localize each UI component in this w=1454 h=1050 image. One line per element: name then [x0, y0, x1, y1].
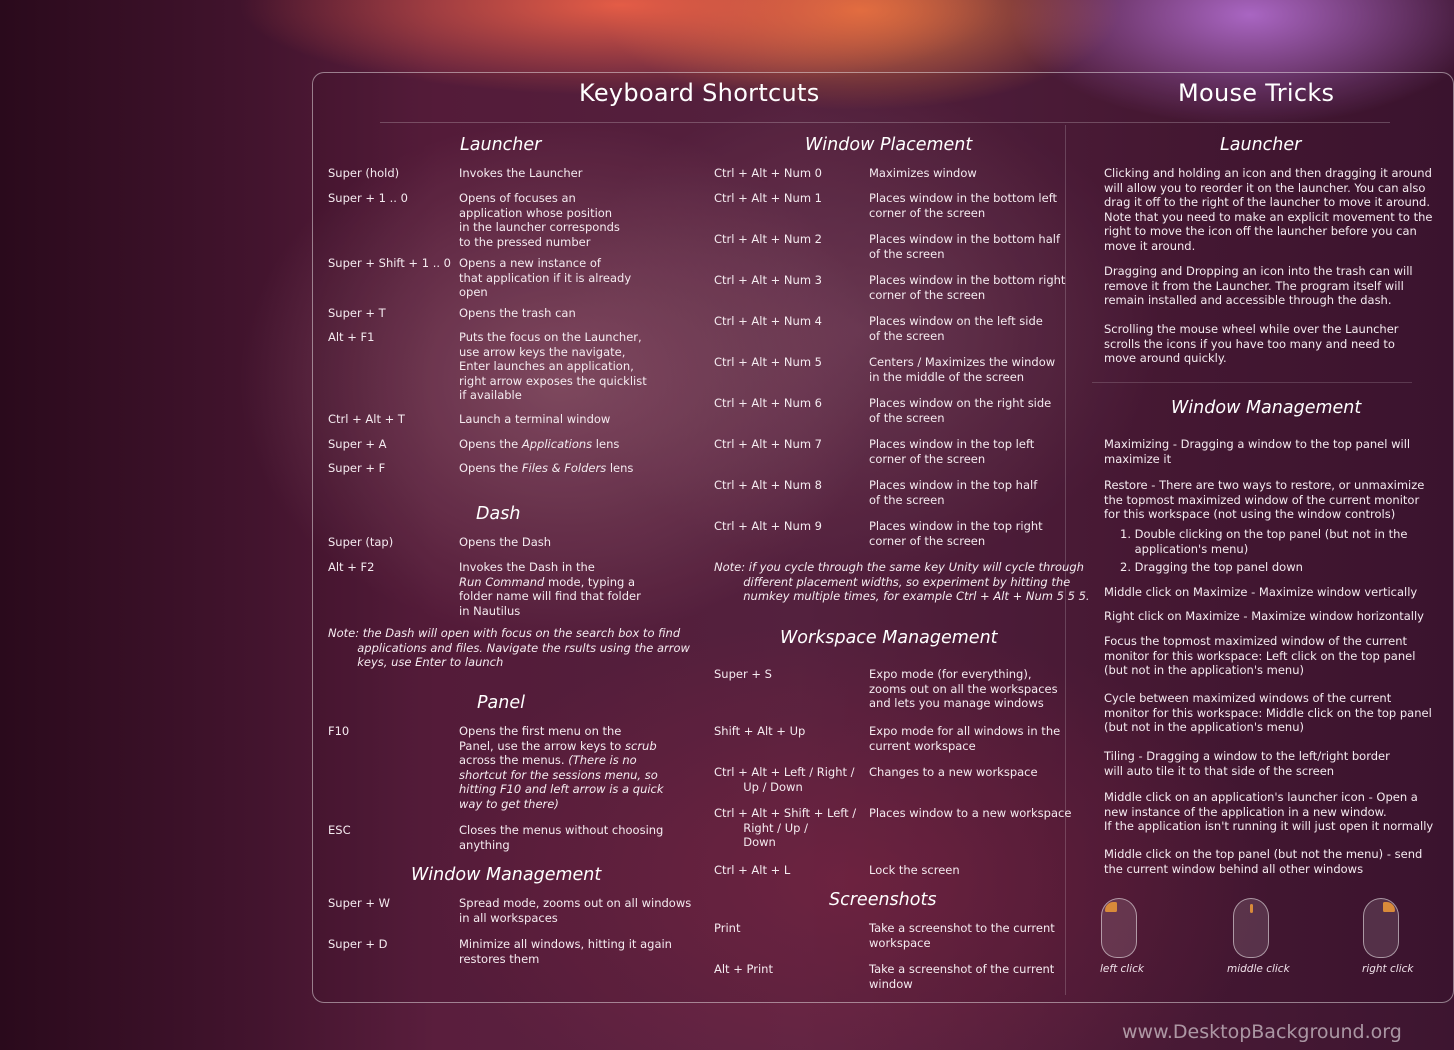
shortcut-key: Super + 1 .. 0 — [328, 191, 408, 205]
section-panel-heading: Panel — [477, 693, 525, 713]
shortcut-desc: Opens the Dash — [459, 535, 552, 549]
shortcut-desc: Places window in the bottom right corner of the screen — [869, 273, 1066, 302]
shortcut-desc: Closes the menus without choosing anything — [459, 823, 664, 852]
shortcut-desc: Expo mode (for everything), zooms out on all the workspaces and lets you manage windows — [869, 667, 1058, 710]
mouse-window-paragraph: Tiling - Dragging a window to the left/right border will auto tile it to that side of the screen — [1104, 749, 1390, 778]
shortcut-key: Ctrl + Alt + Num 1 — [714, 191, 822, 205]
shortcut-key: Super + D — [328, 937, 388, 951]
shortcut-key: Print — [714, 921, 741, 935]
shortcut-desc: Places window in the bottom left corner of the screen — [869, 191, 1058, 220]
mouse-section-rule — [1092, 382, 1412, 383]
section-workspace-management-heading: Workspace Management — [780, 628, 998, 648]
desc-text: Opens the first menu on the — [459, 724, 622, 738]
shortcut-desc: Expo mode for all windows in the current workspace — [869, 724, 1061, 753]
shortcut-key: Super + T — [328, 306, 386, 320]
shortcut-desc: Places window to a new workspace — [869, 806, 1072, 820]
shortcut-desc: Places window in the top half of the screen — [869, 478, 1038, 507]
mouse-window-management-heading: Window Management — [1171, 398, 1362, 418]
keyboard-shortcuts-title: Keyboard Shortcuts — [579, 79, 820, 107]
desc-em: scrub — [625, 738, 657, 753]
mouse-launcher-paragraph: Scrolling the mouse wheel while over the Launcher scrolls the icons if you have too many and need to move around quickly. — [1104, 322, 1399, 365]
mouse-window-paragraph: Middle click on Maximize - Maximize window vertically — [1104, 585, 1418, 599]
middle-click-label: middle click — [1227, 963, 1290, 975]
desc-text: Opens the — [459, 437, 522, 451]
shortcut-key: Ctrl + Alt + T — [328, 412, 405, 426]
watermark: www.DesktopBackground.org — [1122, 1021, 1402, 1043]
shortcut-key: Ctrl + Alt + Num 8 — [714, 478, 822, 492]
desc-text: folder name will find that folder in Nautilus — [459, 589, 641, 618]
shortcut-key: Ctrl + Alt + Num 0 — [714, 166, 822, 180]
shortcut-desc: Opens a new instance of that application if it is already open — [459, 256, 632, 299]
dash-note: Note: the Dash will open with focus on the search box to find applications and files. Navigate the rsults using the arrow keys, use Enter to launch — [328, 626, 690, 669]
shortcut-desc: Places window in the top left corner of the screen — [869, 437, 1035, 466]
shortcut-key: Alt + F1 — [328, 330, 375, 344]
desc-text: Panel, use the arrow keys to — [459, 738, 625, 753]
shortcut-desc: Places window on the left side of the screen — [869, 314, 1043, 343]
shortcut-key: Ctrl + Alt + Num 4 — [714, 314, 822, 328]
desc-text: Opens the — [459, 461, 522, 475]
mouse-window-list-item: 1. Double clicking on the top panel (but not in the application's menu) — [1120, 527, 1408, 556]
shortcut-key: Shift + Alt + Up — [714, 724, 806, 738]
mouse-launcher-heading: Launcher — [1220, 135, 1302, 155]
desc-em: Files & Folders — [521, 461, 607, 475]
left-click-label: left click — [1100, 963, 1144, 975]
shortcut-key: Ctrl + Alt + Num 3 — [714, 273, 822, 287]
shortcut-key: Super + Shift + 1 .. 0 — [328, 256, 451, 270]
right-button-highlight — [1383, 902, 1395, 912]
middle-button-highlight — [1250, 904, 1253, 913]
shortcut-desc: Minimize all windows, hitting it again restores them — [459, 937, 672, 966]
shortcut-key: Ctrl + Alt + Left / Right / Up / Down — [714, 765, 855, 794]
section-launcher-heading: Launcher — [460, 135, 542, 155]
shortcut-key: Super (tap) — [328, 535, 394, 549]
shortcut-key: ESC — [328, 823, 351, 837]
desc-text: mode, typing a — [544, 574, 636, 589]
shortcut-key: Super + W — [328, 896, 391, 910]
shortcut-desc — [459, 724, 664, 811]
shortcut-desc: Places window in the top right corner of the screen — [869, 519, 1043, 548]
shortcut-key: Ctrl + Alt + Num 6 — [714, 396, 822, 410]
section-window-management-heading: Window Management — [411, 865, 602, 885]
shortcut-desc: Centers / Maximizes the window in the middle of the screen — [869, 355, 1056, 384]
shortcut-desc: Opens of focuses an application whose position in the launcher corresponds to the pressed number — [459, 191, 620, 249]
left-click-mouse-icon — [1101, 898, 1137, 958]
mouse-window-paragraph: Focus the topmost maximized window of the current monitor for this workspace: Left click on the top panel (but not in the application's menu) — [1104, 634, 1416, 677]
shortcut-desc: Puts the focus on the Launcher, use arrow keys the navigate, Enter launches an application, right arrow exposes the quicklist if available — [459, 330, 647, 402]
mouse-launcher-paragraph: Dragging and Dropping an icon into the trash can will remove it from the Launcher. The program itself will remain installed and accessible through the dash. — [1104, 264, 1413, 307]
section-screenshots-heading: Screenshots — [829, 890, 937, 910]
shortcut-desc: Take a screenshot of the current window — [869, 962, 1055, 991]
mouse-window-paragraph: Right click on Maximize - Maximize window horizontally — [1104, 609, 1424, 623]
shortcut-key: Alt + Print — [714, 962, 773, 976]
shortcut-desc: Take a screenshot to the current workspace — [869, 921, 1055, 950]
right-click-mouse-icon — [1363, 898, 1399, 958]
mouse-window-list-item: 2. Dragging the top panel down — [1120, 560, 1303, 574]
desc-text: lens — [592, 437, 620, 451]
mouse-window-paragraph: Middle click on an application's launcher icon - Open a new instance of the application in a new window. If the application isn't running it will just open it normally — [1104, 790, 1434, 833]
left-button-highlight — [1105, 902, 1117, 912]
shortcut-desc: Places window in the bottom half of the screen — [869, 232, 1061, 261]
header-rule — [380, 122, 1390, 123]
desc-text: Invokes the Dash in the — [459, 560, 595, 574]
shortcut-desc — [459, 461, 633, 476]
desc-em: (There is no — [568, 753, 637, 767]
desc-text: lens — [606, 461, 634, 475]
shortcut-key: Super + A — [328, 437, 387, 451]
shortcut-key: Ctrl + Alt + Num 9 — [714, 519, 822, 533]
desc-em: shortcut for the sessions menu, so hitting F10 and left arrow is a quick way to get there) — [459, 767, 664, 811]
shortcut-key: Ctrl + Alt + Num 7 — [714, 437, 822, 451]
mouse-tricks-title: Mouse Tricks — [1178, 79, 1335, 107]
shortcut-key: Ctrl + Alt + L — [714, 863, 791, 877]
desc-text: across the menus. — [459, 753, 569, 767]
shortcut-key: Ctrl + Alt + Shift + Left / Right / Up / Down — [714, 806, 857, 849]
shortcut-key: Alt + F2 — [328, 560, 375, 574]
shortcut-desc: Maximizes window — [869, 166, 977, 180]
shortcut-desc: Changes to a new workspace — [869, 765, 1038, 779]
shortcut-desc: Lock the screen — [869, 863, 960, 877]
shortcut-key: Super (hold) — [328, 166, 400, 180]
section-window-placement-heading: Window Placement — [805, 135, 973, 155]
section-dash-heading: Dash — [476, 504, 521, 524]
desc-em: Applications — [521, 437, 593, 451]
middle-click-mouse-icon — [1233, 898, 1269, 958]
shortcut-desc: Opens the trash can — [459, 306, 576, 320]
shortcut-desc: Invokes the Launcher — [459, 166, 583, 180]
shortcut-desc — [459, 437, 619, 452]
mouse-window-paragraph: Middle click on the top panel (but not the menu) - send the current window behind all other windows — [1104, 847, 1423, 876]
shortcut-key: Ctrl + Alt + Num 2 — [714, 232, 822, 246]
mouse-window-paragraph: Restore - There are two ways to restore, or unmaximize the topmost maximized window of the current monitor for this workspace (not using the window controls) — [1104, 478, 1425, 521]
shortcut-desc: Places window on the right side of the screen — [869, 396, 1052, 425]
shortcut-desc: Spread mode, zooms out on all windows in all workspaces — [459, 896, 692, 925]
shortcut-desc — [459, 560, 641, 618]
shortcut-key: Super + F — [328, 461, 386, 475]
shortcut-key: Super + S — [714, 667, 772, 681]
shortcut-key: F10 — [328, 724, 350, 738]
shortcut-key: Ctrl + Alt + Num 5 — [714, 355, 822, 369]
desc-em: Run Command — [459, 574, 545, 589]
mouse-launcher-paragraph: Clicking and holding an icon and then dragging it around will allow you to reorder it on the launcher. You can also drag it off to the right of the launcher to move it around. Note that you need to make an explicit movement to the right to move the icon off the launcher before you can move it around. — [1104, 166, 1433, 253]
shortcut-desc: Launch a terminal window — [459, 412, 611, 426]
right-click-label: right click — [1362, 963, 1414, 975]
mouse-window-paragraph: Maximizing - Dragging a window to the top panel will maximize it — [1104, 437, 1411, 466]
placement-note: Note: if you cycle through the same key Unity will cycle through different placement widths, so experiment by hitting the numkey multiple times, for example Ctrl + Alt + Num 5 5 5. — [714, 560, 1090, 603]
mouse-window-paragraph: Cycle between maximized windows of the current monitor for this workspace: Middle click on the top panel (but not in the application's menu) — [1104, 691, 1432, 734]
